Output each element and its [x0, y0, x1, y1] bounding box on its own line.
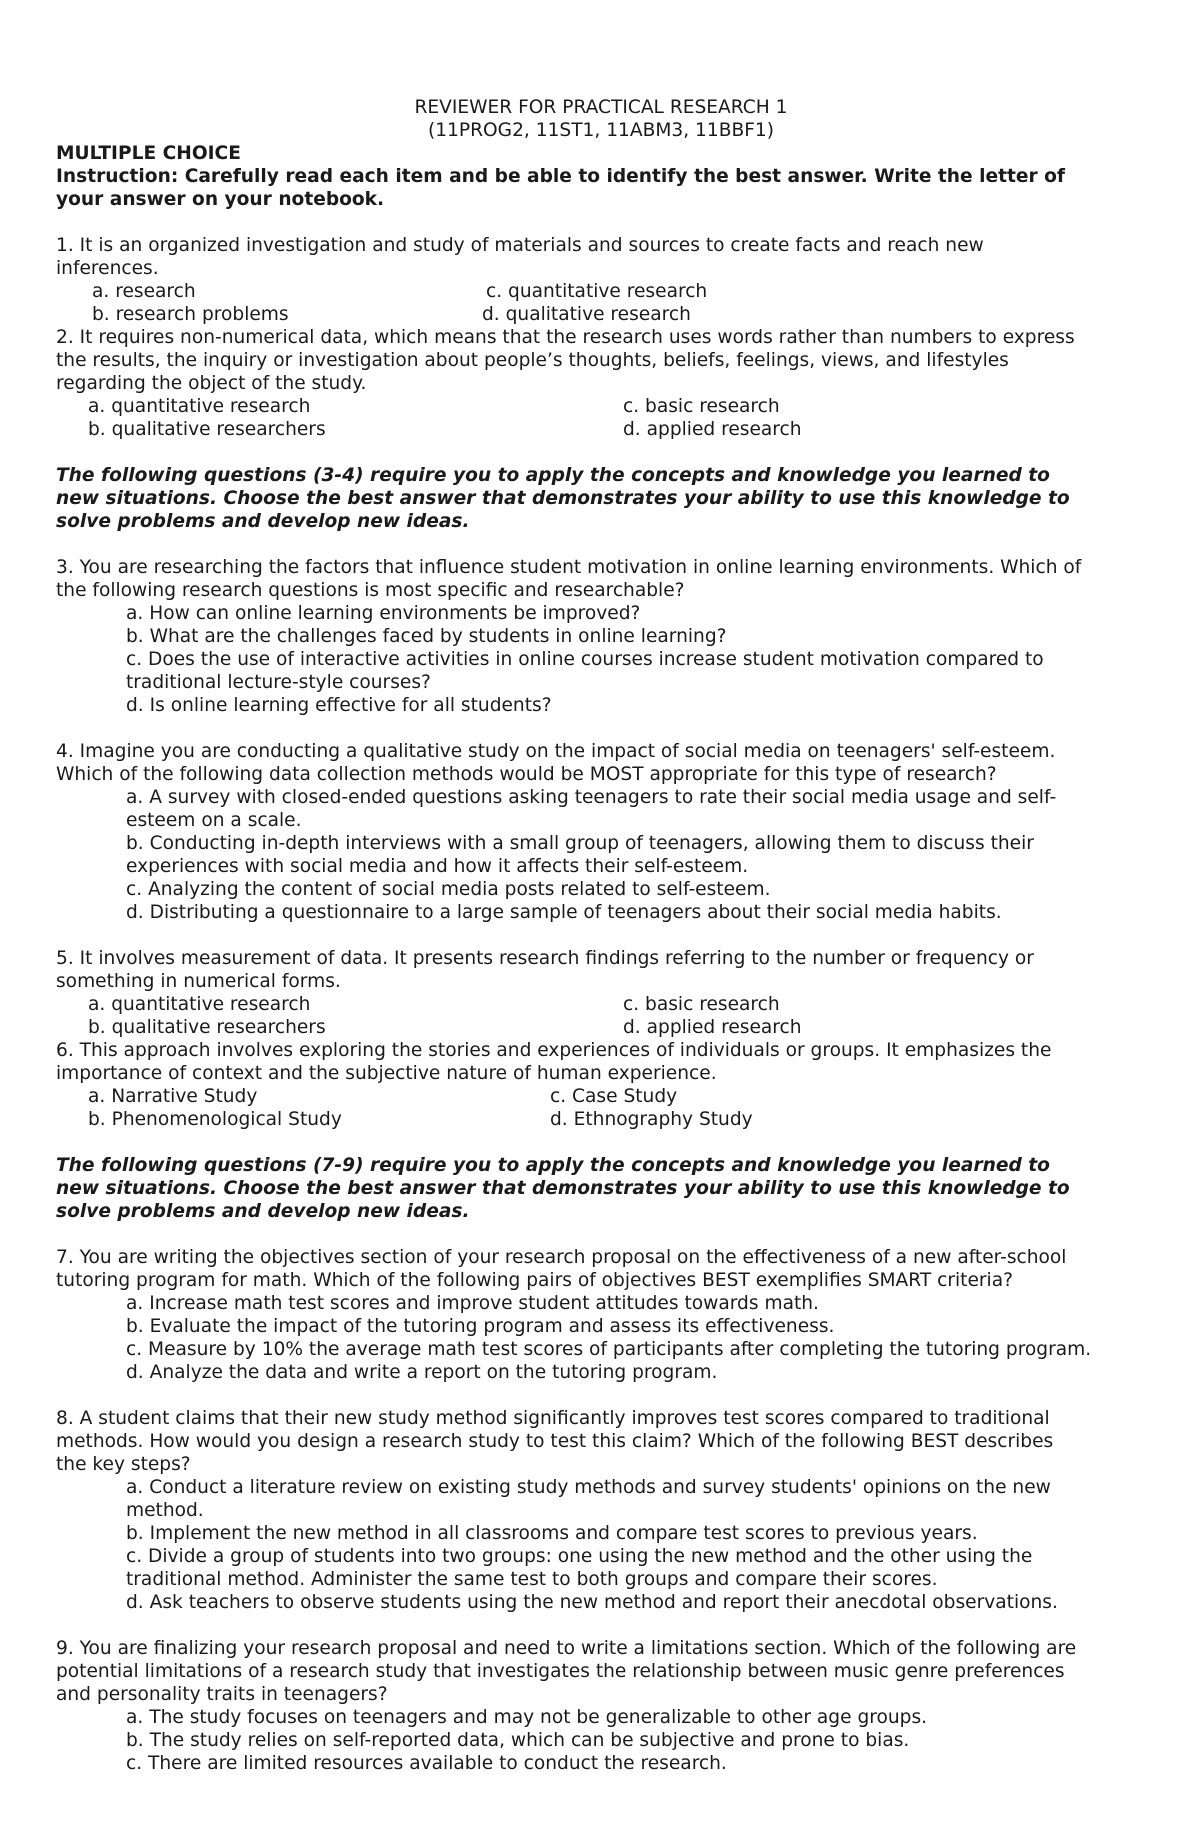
question-7-option-d: d. Analyze the data and write a report on the tutoring program.: [126, 1362, 718, 1383]
question-7-stem: 7. You are writing the objectives section of your research proposal on the effectiveness of a new after-school: [56, 1247, 1067, 1268]
instruction-note: The following questions (7-9) require you to apply the concepts and knowledge you learned to: [56, 1155, 1050, 1176]
question-4-stem: Which of the following data collection methods would be MOST appropriate for this type of research?: [56, 764, 997, 785]
instruction-line: Instruction: Carefully read each item and be able to identify the best answer. Write the letter of: [56, 166, 1066, 187]
instruction-note: new situations. Choose the best answer that demonstrates your ability to use this knowledge to: [56, 488, 1070, 509]
question-2-option-b: b. qualitative researchers: [88, 419, 326, 440]
question-3-option-b: b. What are the challenges faced by students in online learning?: [126, 626, 727, 647]
question-9-option-a: a. The study focuses on teenagers and may not be generalizable to other age groups.: [126, 1707, 928, 1728]
question-2-option-c: c. basic research: [623, 396, 780, 417]
question-9-stem: potential limitations of a research study that investigates the relationship between music genre preferences: [56, 1661, 1065, 1682]
question-3-stem: 3. You are researching the factors that influence student motivation in online learning environments. Which of: [56, 557, 1082, 578]
question-6-option-a: a. Narrative Study: [88, 1086, 258, 1107]
question-8-option-a: a. Conduct a literature review on existing study methods and survey students' opinions on the new: [126, 1477, 1051, 1498]
question-6-stem: 6. This approach involves exploring the stories and experiences of individuals or groups. It emphasizes the: [56, 1040, 1052, 1061]
document-sections: (11PROG2, 11ST1, 11ABM3, 11BBF1): [428, 120, 774, 141]
question-9-option-c: c. There are limited resources available to conduct the research.: [126, 1753, 727, 1774]
document-title: REVIEWER FOR PRACTICAL RESEARCH 1: [414, 97, 788, 118]
question-4-option-b: experiences with social media and how it affects their self-esteem.: [126, 856, 749, 877]
question-9-stem: 9. You are finalizing your research proposal and need to write a limitations section. Which of the following are: [56, 1638, 1077, 1659]
question-8-stem: the key steps?: [56, 1454, 191, 1475]
instruction-line: your answer on your notebook.: [56, 189, 385, 210]
question-6-option-c: c. Case Study: [550, 1086, 678, 1107]
question-7-option-a: a. Increase math test scores and improve student attitudes towards math.: [126, 1293, 819, 1314]
question-2-stem: regarding the object of the study.: [56, 373, 367, 394]
question-6-option-d: d. Ethnography Study: [550, 1109, 753, 1130]
question-2-stem: the results, the inquiry or investigation about people’s thoughts, beliefs, feelings, views, and lifestyles: [56, 350, 1009, 371]
question-4-option-d: d. Distributing a questionnaire to a large sample of teenagers about their social media habits.: [126, 902, 1002, 923]
instruction-note: new situations. Choose the best answer that demonstrates your ability to use this knowledge to: [56, 1178, 1070, 1199]
question-7-stem: tutoring program for math. Which of the following pairs of objectives BEST exemplifies SMART criteria?: [56, 1270, 1013, 1291]
question-4-option-a: esteem on a scale.: [126, 810, 302, 831]
question-8-option-c: c. Divide a group of students into two groups: one using the new method and the other using the: [126, 1546, 1033, 1567]
question-7-option-c: c. Measure by 10% the average math test scores of participants after completing the tutoring program.: [126, 1339, 1092, 1360]
question-5-option-d: d. applied research: [623, 1017, 802, 1038]
question-3-option-c: traditional lecture-style courses?: [126, 672, 431, 693]
question-6-option-b: b. Phenomenological Study: [88, 1109, 342, 1130]
question-2-option-a: a. quantitative research: [88, 396, 311, 417]
question-4-option-c: c. Analyzing the content of social media posts related to self-esteem.: [126, 879, 771, 900]
question-7-option-b: b. Evaluate the impact of the tutoring program and assess its effectiveness.: [126, 1316, 835, 1337]
question-8-option-c: traditional method. Administer the same test to both groups and compare their scores.: [126, 1569, 938, 1590]
question-4-stem: 4. Imagine you are conducting a qualitative study on the impact of social media on teenagers' self-esteem.: [56, 741, 1056, 762]
question-1-option-a: a. research: [92, 281, 196, 302]
instruction-note: solve problems and develop new ideas.: [56, 1201, 470, 1222]
section-heading: MULTIPLE CHOICE: [56, 143, 241, 164]
question-8-option-a: method.: [126, 1500, 204, 1521]
question-3-option-d: d. Is online learning effective for all students?: [126, 695, 552, 716]
question-1-option-d: d. qualitative research: [482, 304, 691, 325]
question-1-option-c: c. quantitative research: [486, 281, 708, 302]
question-5-stem: 5. It involves measurement of data. It presents research findings referring to the number or frequency or: [56, 948, 1034, 969]
question-4-option-a: a. A survey with closed-ended questions asking teenagers to rate their social media usage and self-: [126, 787, 1057, 808]
question-1-stem: inferences.: [56, 258, 159, 279]
question-5-option-b: b. qualitative researchers: [88, 1017, 326, 1038]
question-8-stem: 8. A student claims that their new study method significantly improves test scores compared to traditional: [56, 1408, 1050, 1429]
instruction-note: solve problems and develop new ideas.: [56, 511, 470, 532]
question-9-option-b: b. The study relies on self-reported data, which can be subjective and prone to bias.: [126, 1730, 910, 1751]
question-4-option-b: b. Conducting in-depth interviews with a small group of teenagers, allowing them to discuss their: [126, 833, 1034, 854]
question-1-option-b: b. research problems: [92, 304, 289, 325]
question-8-option-b: b. Implement the new method in all classrooms and compare test scores to previous years.: [126, 1523, 978, 1544]
question-8-stem: methods. How would you design a research study to test this claim? Which of the following BEST describes: [56, 1431, 1054, 1452]
question-9-stem: and personality traits in teenagers?: [56, 1684, 388, 1705]
question-5-stem: something in numerical forms.: [56, 971, 341, 992]
question-3-option-a: a. How can online learning environments be improved?: [126, 603, 641, 624]
instruction-note: The following questions (3-4) require you to apply the concepts and knowledge you learned to: [56, 465, 1050, 486]
question-3-option-c: c. Does the use of interactive activities in online courses increase student motivation compared to: [126, 649, 1044, 670]
question-8-option-d: d. Ask teachers to observe students using the new method and report their anecdotal observations.: [126, 1592, 1058, 1613]
question-1-stem: 1. It is an organized investigation and study of materials and sources to create facts and reach new: [56, 235, 984, 256]
question-5-option-c: c. basic research: [623, 994, 780, 1015]
question-2-option-d: d. applied research: [623, 419, 802, 440]
question-2-stem: 2. It requires non-numerical data, which means that the research uses words rather than numbers to express: [56, 327, 1075, 348]
question-3-stem: the following research questions is most specific and researchable?: [56, 580, 685, 601]
question-5-option-a: a. quantitative research: [88, 994, 311, 1015]
question-6-stem: importance of context and the subjective nature of human experience.: [56, 1063, 717, 1084]
